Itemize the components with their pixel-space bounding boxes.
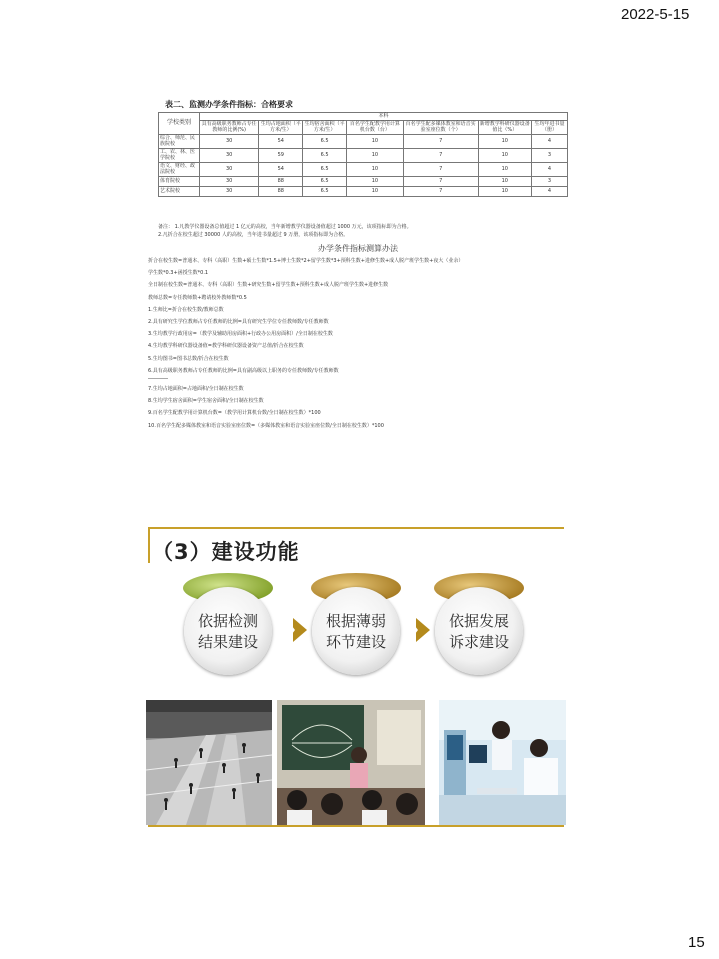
gold-rule-top	[148, 527, 564, 529]
value-cell: 88	[259, 176, 303, 186]
formula-title: 办学条件指标测算办法	[318, 244, 398, 253]
value-cell: 10	[347, 148, 404, 162]
value-cell: 3	[532, 148, 568, 162]
value-cell: 4	[532, 186, 568, 196]
formula-line: 2.具有研究生学位教师占专任教师的比例=具有研究生学位专任教师数/专任教师数	[148, 319, 329, 326]
value-cell: 10	[347, 186, 404, 196]
table-row	[159, 148, 568, 162]
page-break-marker	[148, 376, 168, 382]
document-slide	[148, 90, 580, 440]
formula-line: 全日制在校生数=普通本、专科（高职）生数+研究生数+留学生数+预科生数+成人脱产班学生数+进修生数	[148, 282, 389, 289]
value-cell: 10	[478, 162, 532, 176]
chevron-right-icon	[293, 618, 307, 642]
formula-line: 8.生均学生宿舍面积=学生宿舍面积/全日制在校生数	[148, 398, 264, 405]
gold-rule-left	[148, 529, 150, 563]
formula-line: 10.百名学生配多媒体教室和语音实验室座位数=（多媒体教室和语音实验室座位数/全日制在校生数）*100	[148, 422, 384, 429]
page-number: 15	[688, 934, 705, 951]
value-cell: 30	[200, 134, 259, 148]
value-cell: 7	[403, 134, 478, 148]
column-header: 百名学生配教学用计算机台数（台）	[347, 120, 404, 134]
step-text	[312, 611, 400, 653]
step-text	[435, 611, 523, 653]
value-cell: 10	[478, 186, 532, 196]
table-row	[159, 134, 568, 148]
category-cell: 工、农、林、医学院校	[159, 148, 200, 162]
formula-line: 1.生师比=折合在校生数/教师总数	[148, 306, 224, 313]
value-cell: 7	[403, 176, 478, 186]
slide-title: （3）建设功能	[152, 540, 300, 564]
formula-line: 9.百名学生配教学用计算机台数=（教学用计算机台数/全日制在校生数）*100	[148, 410, 321, 417]
step-1-line-2: 结果建设	[197, 633, 258, 651]
formula-line: 6.具有高级职务教师占专任教师的比例=具有副高级以上职务的专任教师数/专任教师数	[148, 367, 339, 374]
value-cell: 3	[532, 176, 568, 186]
value-cell: 7	[403, 186, 478, 196]
formula-list	[148, 255, 578, 432]
step-bubble-2	[306, 573, 406, 673]
value-cell: 10	[347, 134, 404, 148]
value-cell: 10	[478, 148, 532, 162]
column-header: 百名学生配多媒体教室和语音实验室座位数（个）	[403, 120, 478, 134]
table-body	[159, 134, 568, 196]
category-cell: 综合、师范、民族院校	[159, 134, 200, 148]
value-cell: 7	[403, 148, 478, 162]
step-bubble-3	[429, 573, 529, 673]
value-cell: 54	[259, 162, 303, 176]
step-bubble-1	[178, 573, 278, 673]
value-cell: 6.5	[303, 134, 347, 148]
note-line: 2.凡折合在校生超过 30000 人的高校，当年进书量超过 9 万册，该项指标即为合格。	[158, 232, 349, 238]
note-line: 备注： 1.凡教学仪器设备总值超过 1 亿元的高校，当年新增教学仪器设备值超过 1000 万元，该项指标即为合格。	[158, 224, 412, 230]
column-header: 生均占地面积（平方米/生）	[260, 120, 301, 133]
gold-rule-bottom	[148, 825, 564, 827]
formula-line: 4.生均教学科研仪器设备值=教学科研仪器设备资产总值/折合在校生数	[148, 343, 304, 350]
category-cell: 艺术院校	[159, 186, 200, 196]
value-cell: 6.5	[303, 186, 347, 196]
value-cell: 30	[200, 148, 259, 162]
chevron-right-icon	[416, 618, 430, 642]
value-cell: 6.5	[303, 176, 347, 186]
category-cell: 体育院校	[159, 176, 200, 186]
requirements-table	[158, 112, 568, 197]
value-cell: 30	[200, 186, 259, 196]
value-cell: 88	[259, 186, 303, 196]
campus-sports-photo	[146, 700, 272, 825]
step-3-line-1: 依据发展	[448, 612, 509, 630]
value-cell: 30	[200, 176, 259, 186]
column-header: 生均年进书量（册）	[532, 120, 568, 134]
laboratory-photo	[439, 700, 566, 825]
step-2-line-1: 根据薄弱	[325, 612, 386, 630]
formula-line: 7.生均占地面积=占地面积/全日制在校生数	[148, 386, 244, 393]
value-cell: 10	[347, 176, 404, 186]
formula-line: 教师总数=专任教师数+聘请校外教师数*0.5	[148, 294, 247, 301]
formula-line: 折合在校生数=普通本、专科（高职）生数+硕士生数*1.5+博士生数*2+留学生数*3+预科生数+进修生数+成人脱产班学生数+夜大（业余）	[148, 258, 464, 264]
table-header-row	[159, 120, 568, 134]
function-slide	[146, 525, 568, 825]
step-text	[184, 611, 272, 653]
date-label: 2022-5-15	[621, 6, 690, 23]
value-cell: 10	[478, 134, 532, 148]
value-cell: 54	[259, 134, 303, 148]
category-cell: 语文、财经、政法院校	[159, 162, 200, 176]
notes	[158, 223, 412, 239]
value-cell: 4	[532, 134, 568, 148]
classroom-photo	[277, 700, 425, 825]
column-header-category: 学校类别	[159, 113, 200, 135]
formula-line: 3.生均教学行政用房=（教学及辅助用房面积+行政办公用房面积）/全日制在校生数	[148, 331, 333, 338]
step-3-line-2: 诉求建设	[448, 633, 509, 651]
table-row	[159, 186, 568, 196]
value-cell: 6.5	[303, 162, 347, 176]
table-row	[159, 176, 568, 186]
column-header: 具有高级职务教师占专任教师的比例(%)	[200, 120, 259, 134]
step-2-line-2: 环节建设	[325, 633, 386, 651]
value-cell: 30	[200, 162, 259, 176]
value-cell: 6.5	[303, 148, 347, 162]
table-row	[159, 162, 568, 176]
table-title: 表二、监测办学条件指标：合格要求	[165, 100, 293, 109]
value-cell: 10	[478, 176, 532, 186]
column-header: 生均宿舍面积（平方米/生）	[304, 120, 345, 133]
formula-line: 学生数*0.3+函授生数*0.1	[148, 270, 209, 277]
value-cell: 7	[403, 162, 478, 176]
formula-line: 5.生均图书=图书总数/折合在校生数	[148, 355, 229, 362]
value-cell: 10	[347, 162, 404, 176]
group-header: 本科	[200, 113, 568, 121]
value-cell: 4	[532, 162, 568, 176]
column-header: 新增教学科研仪器设备值比（%）	[479, 120, 530, 133]
step-1-line-1: 依据检测	[197, 612, 258, 630]
value-cell: 59	[259, 148, 303, 162]
